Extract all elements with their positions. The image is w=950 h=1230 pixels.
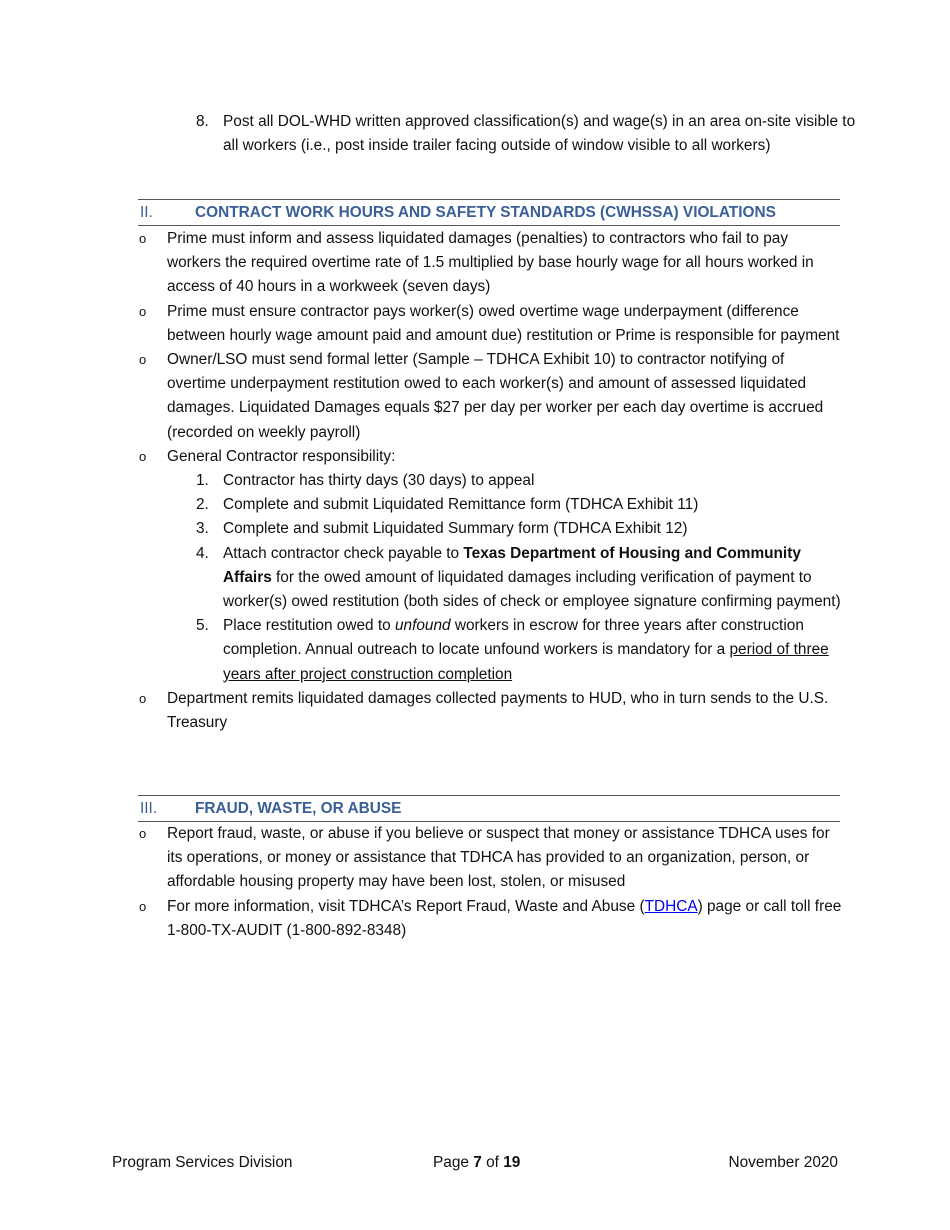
- tdhca-link[interactable]: TDHCA: [644, 897, 698, 915]
- bullet-text-end: ) page or call toll free 1-800-TX-AUDIT (1-800-892-8348): [167, 897, 842, 939]
- footer-date: November 2020: [728, 1154, 838, 1171]
- bullet-text: Owner/LSO must send formal letter (Sample – TDHCA Exhibit 10) to contractor notifying of overtime underpayment restitution owed to each worker(s) and amount of assessed liquidated damages. Liquidated Damages equals $27 per day per worker per each day overtime is accrued (recorded on weekly payroll): [167, 351, 824, 441]
- item-text-start: Place restitution owed to: [223, 617, 395, 635]
- section-number: III.: [140, 800, 158, 817]
- section-number: II.: [140, 204, 153, 221]
- list-item: [138, 227, 842, 300]
- page-footer: [0, 1151, 950, 1175]
- bullet-text: Department remits liquidated damages collected payments to HUD, who in turn sends to the U.S. Treasury: [167, 689, 829, 732]
- bullet-marker: o: [139, 690, 147, 706]
- list-item: [138, 348, 842, 445]
- item-number: 3.: [196, 520, 209, 538]
- numbered-item-5: [196, 614, 842, 687]
- current-page: 7: [473, 1154, 482, 1171]
- item-number: 2.: [196, 496, 209, 514]
- item-text: Post all DOL-WHD written approved classification(s) and wage(s) in an area on-site visible to all workers (i.e., post inside trailer facing outside of window visible to all workers): [223, 113, 856, 155]
- page-prefix: Page: [433, 1154, 474, 1171]
- section-title: CONTRACT WORK HOURS AND SAFETY STANDARDS (CWHSSA) VIOLATIONS: [195, 204, 776, 221]
- numbered-item-2: [196, 493, 842, 517]
- numbered-item-8: [196, 110, 863, 158]
- bullet-marker: o: [139, 352, 147, 368]
- contractor-responsibility-list: [167, 469, 842, 687]
- item-text-start: Attach contractor check payable to: [223, 544, 464, 562]
- list-item: [138, 300, 842, 348]
- bullet-text-start: For more information, visit TDHCA’s Report Fraud, Waste and Abuse (: [167, 897, 645, 915]
- item-number: 5.: [196, 617, 209, 635]
- item-text: Complete and submit Liquidated Summary form (TDHCA Exhibit 12): [223, 520, 688, 538]
- section-title: FRAUD, WASTE, OR ABUSE: [195, 800, 402, 817]
- page-of: of: [481, 1154, 504, 1171]
- item-number: 4.: [196, 544, 209, 562]
- bullet-marker: o: [139, 231, 147, 246]
- fraud-bullet-list: [138, 822, 842, 943]
- footer-division: Program Services Division: [112, 1154, 293, 1171]
- item-text-end: for the owed amount of liquidated damages including verification of payment to worker(s) owed restitution (both sides of check or employee signature confirming payment): [223, 568, 841, 611]
- list-item: [138, 445, 842, 687]
- total-pages: 19: [503, 1154, 521, 1171]
- item-text: Contractor has thirty days (30 days) to appeal: [223, 472, 535, 490]
- underlined-text: period of three years after project construction completion: [223, 641, 829, 683]
- list-item: [138, 895, 842, 943]
- list-item: [138, 687, 842, 735]
- bullet-marker: o: [139, 826, 147, 841]
- bullet-text: Report fraud, waste, or abuse if you believe or suspect that money or assistance TDHCA uses for its operations, or money or assistance that TDHCA has provided to an organization, person, or affordable housing property may have been lost, stolen, or misused: [167, 825, 830, 891]
- cwhssa-bullet-list: [138, 227, 842, 735]
- numbered-item-3: [196, 517, 842, 541]
- bullet-marker: o: [139, 898, 147, 914]
- bullet-text: Prime must ensure contractor pays worker(s) owed overtime wage underpayment (difference between hourly wage amount paid and amount due) restitution or Prime is responsible for payment: [167, 302, 840, 344]
- bullet-marker: o: [139, 448, 147, 464]
- section-heading-fraud: [138, 795, 840, 822]
- bullet-text: Prime must inform and assess liquidated damages (penalties) to contractors who fail to pay workers the required overtime rate of 1.5 multiplied by base hourly wage for all hours worked in access of 40 hours in a workweek (seven days): [167, 230, 814, 296]
- numbered-item-4: [196, 542, 842, 615]
- bullet-text: General Contractor responsibility:: [167, 447, 396, 465]
- list-item: [138, 822, 842, 895]
- item-number: 8.: [196, 113, 209, 130]
- payee-name: Texas Department of Housing and Community Affairs: [223, 544, 801, 586]
- page-number: [433, 1151, 520, 1175]
- bullet-marker: o: [139, 303, 147, 319]
- numbered-item-1: [196, 469, 842, 493]
- emphasis-text: unfound: [394, 617, 451, 635]
- item-text-middle: workers in escrow for three years after construction completion. Annual outreach to locate unfound workers is mandatory for a: [223, 617, 804, 659]
- item-number: 1.: [196, 472, 209, 490]
- section-heading-cwhssa: [138, 199, 840, 226]
- item-text: Complete and submit Liquidated Remittance form (TDHCA Exhibit 11): [223, 496, 699, 514]
